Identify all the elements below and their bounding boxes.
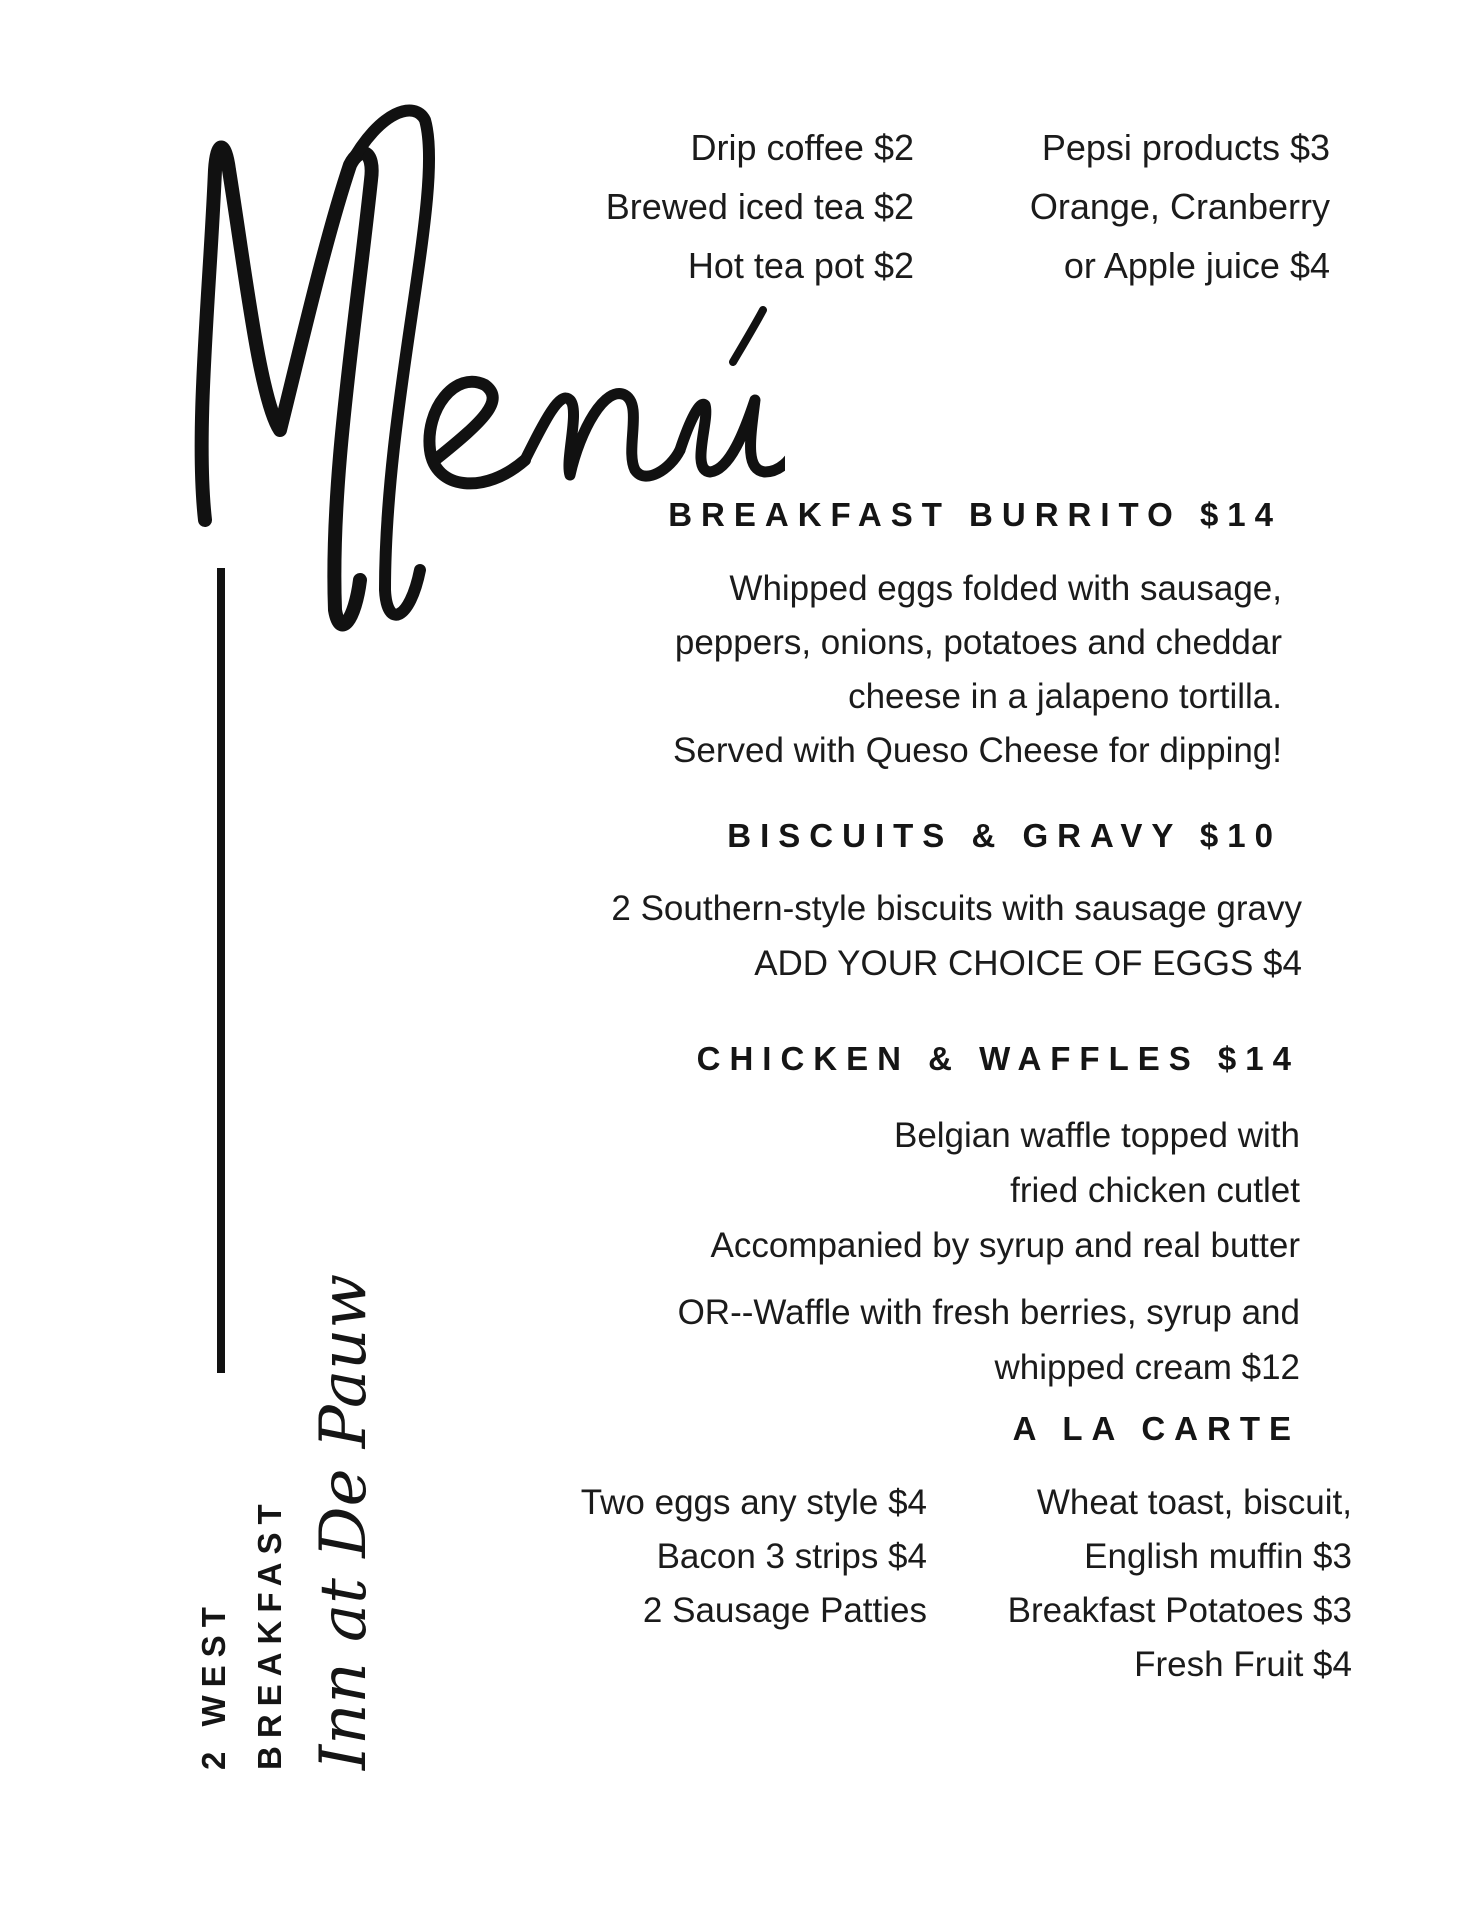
description-line: OR--Waffle with fresh berries, syrup and [677, 1293, 1300, 1332]
side-label-breakfast: BREAKFAST [251, 1496, 288, 1770]
side-label-2-west: 2 WEST [195, 1599, 232, 1770]
side-branding [195, 1273, 435, 1770]
a-la-carte-item: Bacon 3 strips $4 [656, 1537, 927, 1576]
a-la-carte-item: Two eggs any style $4 [580, 1483, 927, 1522]
description-line: 2 Southern-style biscuits with sausage gravy [611, 889, 1302, 928]
a-la-carte-right-column [1008, 1476, 1352, 1692]
vertical-divider [217, 568, 225, 1373]
description-line: ADD YOUR CHOICE OF EGGS $4 [754, 944, 1302, 983]
a-la-carte-item: Fresh Fruit $4 [1134, 1645, 1352, 1684]
drinks-right-column [1030, 118, 1330, 295]
description-line: Accompanied by syrup and real butter [710, 1226, 1300, 1265]
drink-item: Brewed iced tea $2 [605, 186, 914, 227]
description-line: Belgian waffle topped with [893, 1116, 1300, 1155]
drink-item: Drip coffee $2 [690, 127, 914, 168]
drink-item: or Apple juice $4 [1063, 245, 1330, 286]
description-line: cheese in a jalapeno tortilla. [848, 677, 1282, 716]
a-la-carte-item: Breakfast Potatoes $3 [1007, 1591, 1352, 1630]
drink-item: Pepsi products $3 [1041, 127, 1330, 168]
section-description [678, 1108, 1300, 1395]
drink-item: Hot tea pot $2 [687, 245, 914, 286]
description-line: Served with Queso Cheese for dipping! [673, 731, 1282, 770]
a-la-carte-left-column [581, 1476, 927, 1638]
section-a-la-carte [1013, 1410, 1300, 1448]
a-la-carte-item: Wheat toast, biscuit, [1036, 1483, 1352, 1522]
section-description [611, 881, 1302, 991]
a-la-carte-item: English muffin $3 [1084, 1537, 1352, 1576]
section-chicken-waffles [678, 1040, 1300, 1395]
section-biscuits-gravy [591, 817, 1302, 991]
section-description [668, 562, 1282, 778]
drink-item: Orange, Cranberry [1029, 186, 1330, 227]
drinks-left-column [606, 118, 914, 295]
section-breakfast-burrito [668, 496, 1282, 778]
section-heading: A LA CARTE [1012, 1410, 1300, 1447]
description-line: peppers, onions, potatoes and cheddar [674, 623, 1282, 662]
section-heading: CHICKEN & WAFFLES $14 [696, 1040, 1300, 1077]
description-line: whipped cream $12 [994, 1348, 1300, 1387]
side-label-inn-script: Inn at De Pauw [307, 1273, 381, 1770]
section-heading: BREAKFAST BURRITO $14 [668, 496, 1282, 533]
a-la-carte-item: 2 Sausage Patties [642, 1591, 927, 1630]
description-line: Whipped eggs folded with sausage, [729, 569, 1282, 608]
description-line: fried chicken cutlet [1010, 1171, 1300, 1210]
section-heading: BISCUITS & GRAVY $10 [727, 817, 1282, 854]
